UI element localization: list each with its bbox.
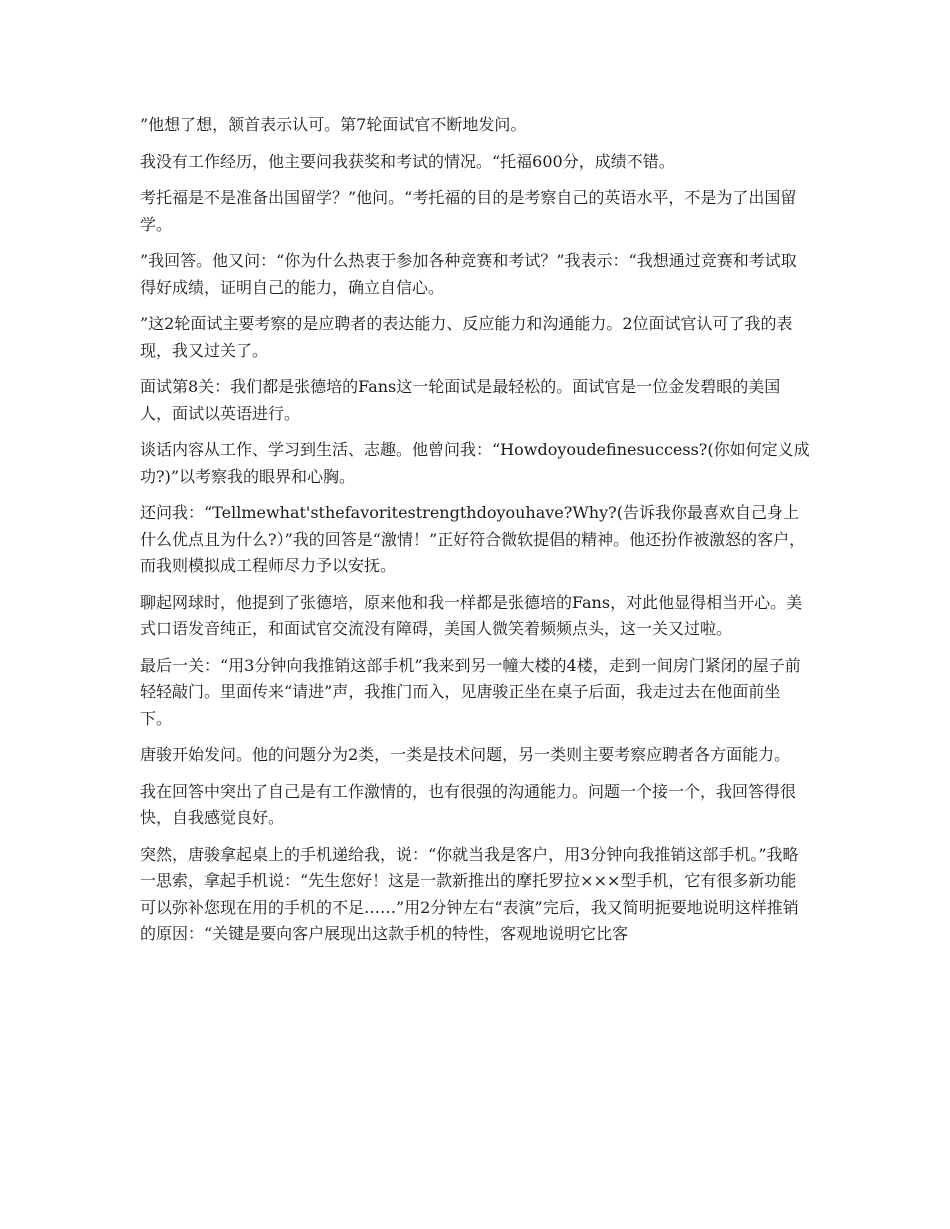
document-body <box>140 112 812 958</box>
paragraph: ”他想了想，颔首表示认可。第7轮面试官不断地发问。 <box>140 115 527 134</box>
paragraph: 唐骏开始发问。他的问题分为2类，一类是技术问题，另一类则主要考察应聘者各方面能力。 <box>140 745 791 764</box>
paragraph: 考托福是不是准备出国留学？”他问。“考托福的目的是考察自己的英语水平，不是为了出国留学。 <box>140 188 797 234</box>
paragraph: 面试第8关：我们都是张德培的Fans这一轮面试是最轻松的。面试官是一位金发碧眼的美国人，面试以英语进行。 <box>140 377 781 423</box>
paragraph: ”这2轮面试主要考察的是应聘者的表达能力、反应能力和沟通能力。2位面试官认可了我的表现，我又过关了。 <box>140 314 793 360</box>
paragraph: 聊起网球时，他提到了张德培，原来他和我一样都是张德培的Fans，对此他显得相当开心。美式口语发音纯正，和面试官交流没有障碍，美国人微笑着频频点头，这一关又过啦。 <box>140 592 803 638</box>
paragraph: 最后一关：“用3分钟向我推销这部手机”我来到另一幢大楼的4楼，走到一间房门紧闭的屋子前轻轻敲门。里面传来“请进”声，我推门而入，见唐骏正坐在桌子后面，我走过去在他面前坐下。 <box>140 655 801 728</box>
paragraph: 突然，唐骏拿起桌上的手机递给我，说：“你就当我是客户，用3分钟向我推销这部手机。”我略一思索，拿起手机说：“先生您好！这是一款新推出的摩托罗拉×××型手机，它有很多新功能可以弥补您现在用的手机的不足……”用2分钟左右“表演”完后，我又简明扼要地说明这样推销的原因：“关键是要向客户展现出这款手机的特性，客观地说明它比客 <box>140 844 799 943</box>
paragraph: 我没有工作经历，他主要问我获奖和考试的情况。“托福600分，成绩不错。 <box>140 151 675 171</box>
paragraph: ”我回答。他又问：“你为什么热衷于参加各种竞赛和考试？”我表示：“我想通过竞赛和考试取得好成绩，证明自己的能力，确立自信心。 <box>140 251 797 297</box>
paragraph: 还问我：“Tellmewhat'sthefavoritestrengthdoyouhave?Why?(告诉我你最喜欢自己身上什么优点且为什么?）”我的回答是“激情！”正好符合微软提倡的精神。他还扮作被激怒的客户，而我则模拟成工程师尽力予以安抚。 <box>140 503 806 575</box>
paragraph: 谈话内容从工作、学习到生活、志趣。他曾问我：“Howdoyoudefinesuccess?(你如何定义成功?)”以考察我的眼界和心胸。 <box>140 440 810 486</box>
paragraph: 我在回答中突出了自己是有工作激情的，也有很强的沟通能力。问题一个接一个，我回答得很快，自我感觉良好。 <box>140 781 797 827</box>
